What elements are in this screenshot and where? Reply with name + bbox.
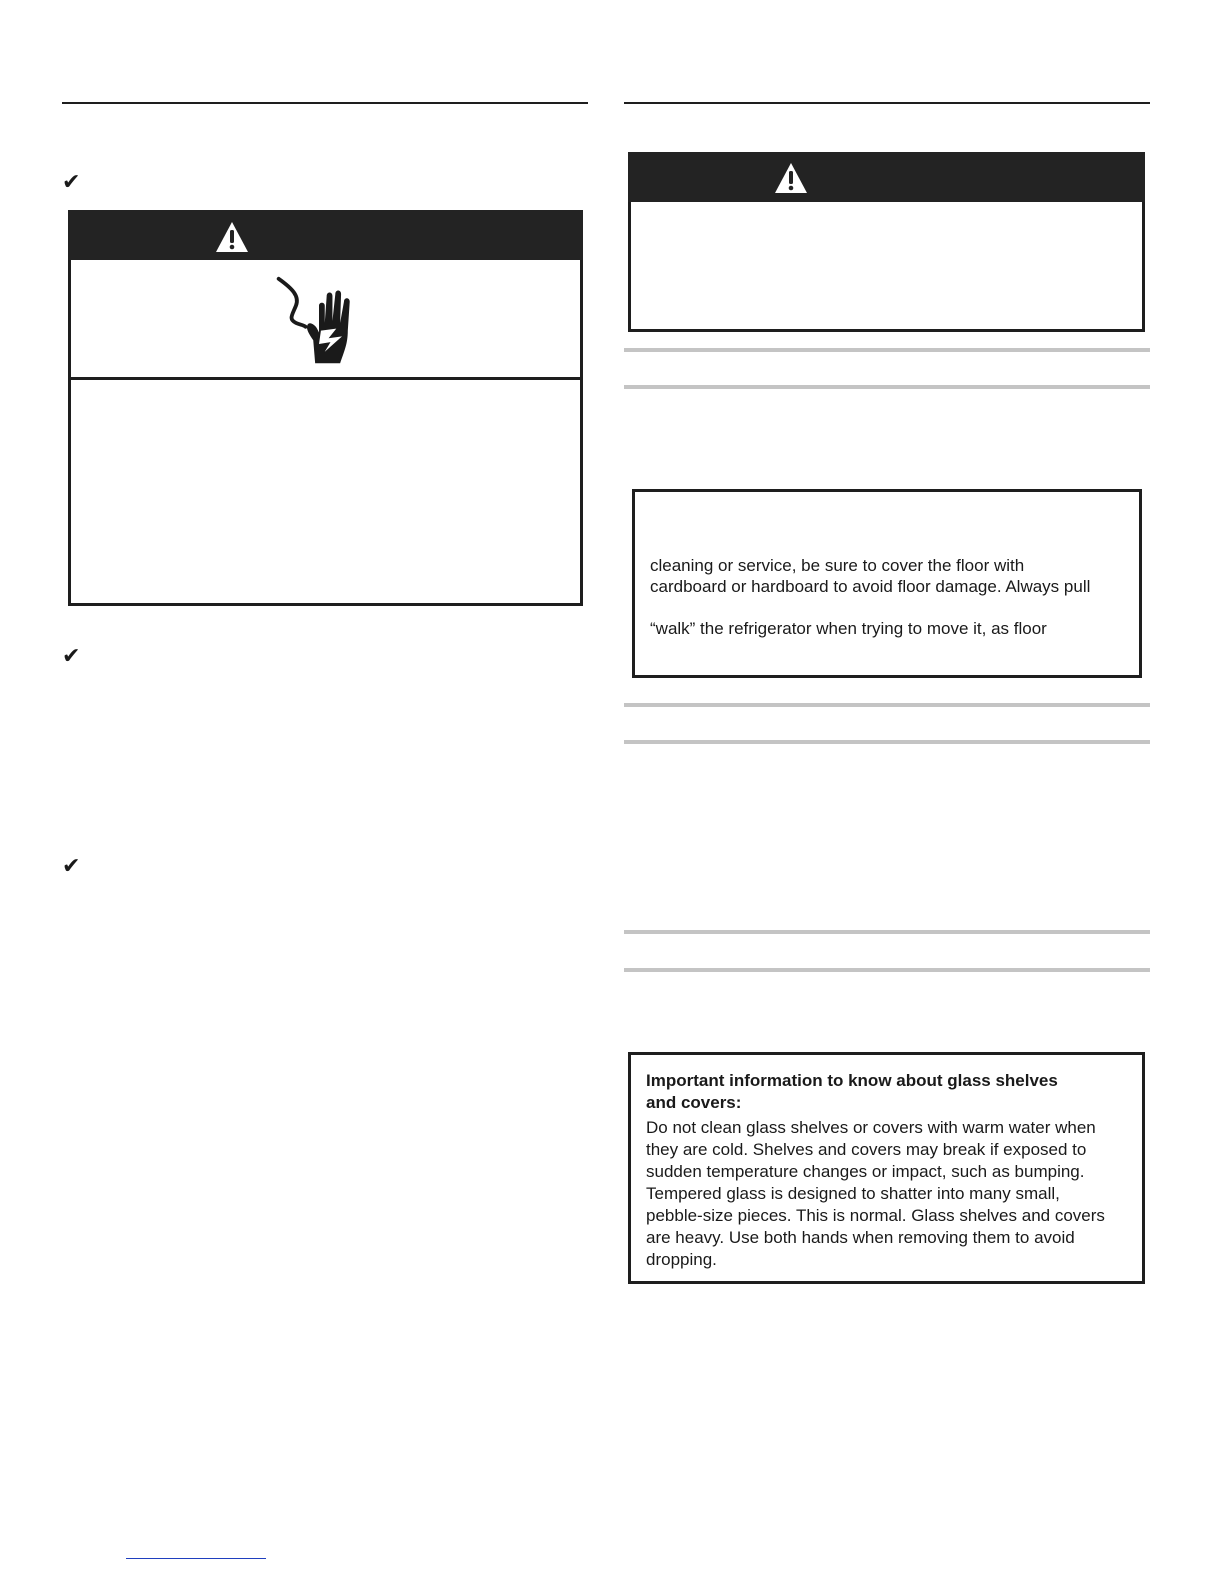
glass-note-line-5: pebble-size pieces. This is normal. Glass shelves and covers (646, 1206, 1105, 1225)
glass-note-line-4: Tempered glass is designed to shatter into many small, (646, 1184, 1060, 1203)
warning-header-bar (68, 210, 583, 260)
glass-shelves-note (628, 1052, 1145, 1284)
glass-note-line-3: sudden temperature changes or impact, such as bumping. (646, 1162, 1085, 1181)
floor-note-line-2: cardboard or hardboard to avoid floor damage. Always pull (650, 577, 1091, 596)
warning-triangle-icon (774, 162, 808, 194)
glass-note-line-6: are heavy. Use both hands when removing them to avoid (646, 1228, 1075, 1247)
right-top-rule (624, 102, 1150, 104)
floor-protection-note (632, 489, 1142, 678)
check-mark-2: ✔ (62, 644, 81, 669)
glass-note-line-1: Do not clean glass shelves or covers with warm water when (646, 1118, 1096, 1137)
warning-triangle-icon (215, 221, 249, 253)
electrical-shock-hand-icon (271, 273, 367, 369)
left-top-rule (62, 102, 588, 104)
section-rule (624, 348, 1150, 352)
floor-note-line-3: “walk” the refrigerator when trying to move it, as floor (650, 619, 1047, 638)
warning-divider (71, 377, 580, 380)
electrical-warning-box (68, 210, 583, 606)
section-rule (624, 385, 1150, 389)
glass-note-title-line-1: Important information to know about glass shelves (646, 1071, 1058, 1090)
glass-note-line-2: they are cold. Shelves and covers may break if exposed to (646, 1140, 1087, 1159)
section-rule (624, 740, 1150, 744)
footer-link-underline[interactable] (126, 1558, 266, 1559)
section-rule (624, 930, 1150, 934)
right-warning-box (628, 152, 1145, 332)
section-rule (624, 703, 1150, 707)
warning-header-bar (628, 152, 1145, 202)
check-mark-3: ✔ (62, 854, 81, 879)
section-rule (624, 968, 1150, 972)
check-mark-1: ✔ (62, 170, 81, 195)
glass-note-title-line-2: and covers: (646, 1093, 742, 1112)
floor-note-line-1: cleaning or service, be sure to cover the floor with (650, 556, 1025, 575)
glass-note-line-7: dropping. (646, 1250, 717, 1269)
